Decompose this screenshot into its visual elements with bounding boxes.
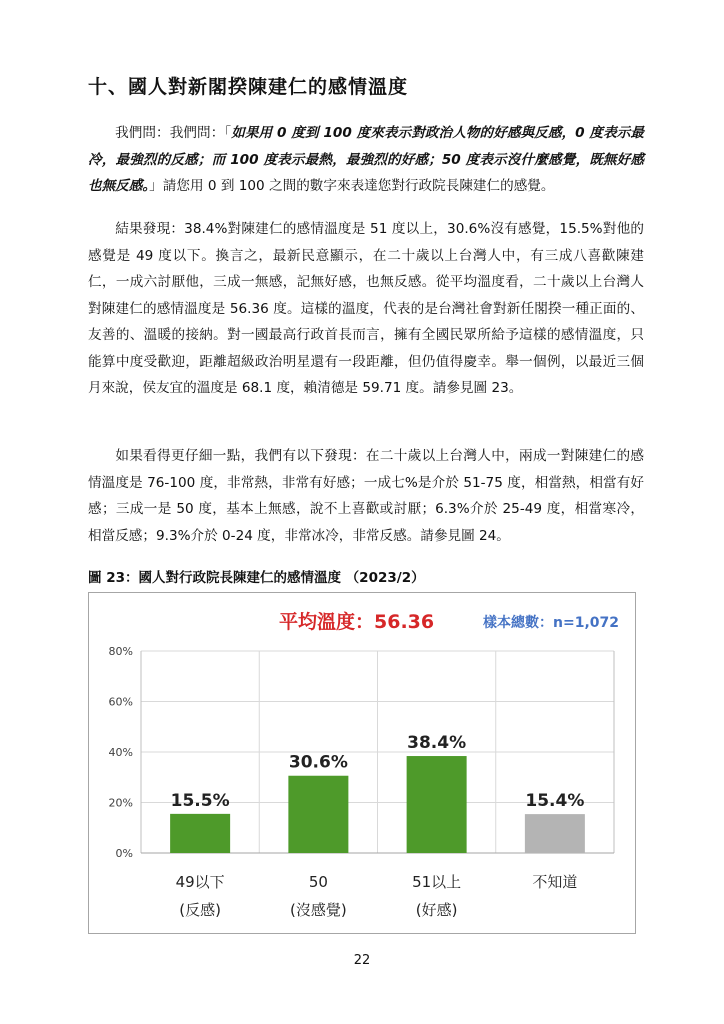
page-number: 22 xyxy=(353,953,371,968)
question-lead: 我們問：我們問：「 xyxy=(115,125,232,141)
y-tick-label: 80% xyxy=(108,645,133,658)
question-paragraph xyxy=(88,120,644,200)
y-tick-label: 60% xyxy=(108,695,133,709)
question-quote: 如果用 0 度到 100 度來表示對政治人物的好感與反感，0 度表示最冷，最強烈的反感；而 100 度表示最熱，最強烈的好感；50 度表示沒什麼感覺，既無好感也無反感。 xyxy=(88,125,644,194)
findings-paragraph xyxy=(88,216,644,402)
bar-value-label: 38.4% xyxy=(407,733,467,754)
findings-text: 結果發現：38.4%對陳建仁的感情溫度是 51 度以上，30.6%沒有感覺，15.5%對他的感覺是 49 度以下。換言之，最新民意顯示，在二十歲以上台灣人中，有三成八喜歡陳建仁，一成六討厭他，三成一無感，記無好感，也無反感。從平均溫度看，二十歲以上台灣人對陳建仁的感情溫度是 56.36 度。這樣的溫度，代表的是台灣社會對新任閣揆一種正面的、友善的、溫暖的接納。對一國最高行政首長而言，擁有全國民眾所給予這樣的感情溫度，只能算中度受歡迎，距離超級政治明星還有一段距離，但仍值得慶幸。舉一個例，以最近三個月來說，侯友宜的溫度是 68.1 度，賴清德是 59.71 度。請參見圖 23。 xyxy=(88,221,644,396)
detail-paragraph xyxy=(88,443,644,549)
x-category-label: 51以上 xyxy=(412,873,462,891)
chart-frame xyxy=(88,592,636,934)
sample-size-label: 樣本總數：n=1,072 xyxy=(483,615,619,631)
detail-text: 如果看得更仔細一點，我們有以下發現：在二十歲以上台灣人中，兩成一對陳建仁的感情溫度是 76-100 度，非常熱，非常有好感；一成七%是介於 51-75 度，相當熱，相當有好感；三成一是 50 度，基本上無感，說不上喜歡或討厭；6.3%介於 25-49 度，相當寒冷，相當反感；9.3%介於 0-24 度，非常冰冷，非常反感。請參見圖 24。 xyxy=(88,448,644,544)
figure-caption: 圖 23：國人對行政院長陳建仁的感情溫度 （2023/2） xyxy=(88,570,425,586)
bar xyxy=(288,776,348,853)
x-category-sublabel: (好感) xyxy=(415,901,458,919)
y-tick-label: 20% xyxy=(108,796,133,810)
bar-value-label: 15.5% xyxy=(170,790,230,811)
x-category-sublabel: (沒感覺) xyxy=(290,901,347,919)
x-category-label: 49以下 xyxy=(175,873,225,891)
section-heading: 十、國人對新閣揆陳建仁的感情溫度 xyxy=(88,76,409,98)
bar-value-label: 30.6% xyxy=(288,752,348,773)
x-category-sublabel: (反感) xyxy=(179,901,221,919)
question-tail: 」請您用 0 到 100 之間的數字來表達您對行政院長陳建仁的感覺。 xyxy=(149,178,555,194)
x-category-label: 50 xyxy=(308,873,328,891)
bar xyxy=(170,814,230,853)
y-tick-label: 0% xyxy=(115,847,133,860)
bar xyxy=(525,814,585,853)
bar-value-label: 15.4% xyxy=(525,791,585,812)
bar-chart xyxy=(89,593,635,933)
x-category-label: 不知道 xyxy=(532,873,578,891)
y-tick-label: 40% xyxy=(108,746,133,759)
average-temperature-label: 平均溫度：56.36 xyxy=(279,611,435,633)
bar xyxy=(407,756,467,853)
